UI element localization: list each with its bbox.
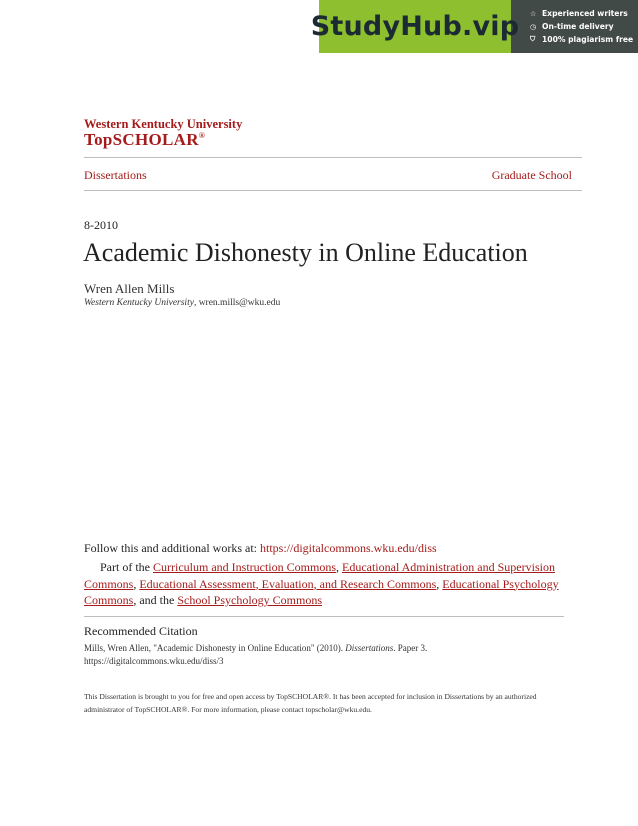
banner-feature [530,7,638,20]
notice-line: administrator of TopSCHOLAR®. For more information, please contact topscholar@wku.edu. [84,705,372,714]
studyhub-banner[interactable] [310,0,638,53]
university-name: Western Kentucky University [84,117,243,131]
commons-list [84,559,564,609]
citation-part: Mills, Wren Allen, "Academic Dishonesty in Online Education" (2010). [84,643,346,653]
clock-icon: ◷ [530,22,537,31]
citation-part: . Paper 3. [393,643,428,653]
citation-heading: Recommended Citation [84,624,198,638]
commons-link-edassessment[interactable]: Educational Assessment, Evaluation, and Research Commons [139,576,437,591]
follow-prefix: Follow this and additional works at: [84,541,260,555]
commons-link-curriculum[interactable]: Curriculum and Instruction Commons [153,560,336,574]
studyhub-logo[interactable] [310,0,520,53]
repository-title: TopSCHOLAR [84,130,199,149]
author-email: , wren.mills@wku.edu [193,298,281,308]
commons-line [84,559,564,576]
follow-url-link[interactable]: https://digitalcommons.wku.edu/diss [260,541,437,555]
banner-feature-label: 100% plagiarism free [542,35,634,44]
commons-and: , and the [133,593,178,607]
banner-feature [530,33,638,46]
banner-feature-label: Experienced writers [542,9,628,18]
nav-graduate-school-link[interactable]: Graduate School [491,168,572,182]
repository-name [84,130,205,150]
commons-link-schoolpsych[interactable]: School Psychology Commons [177,593,323,607]
commons-link-edadmin[interactable]: Educational Administration and Supervision [341,560,555,574]
publication-date: 8-2010 [84,218,118,232]
registered-mark: ® [198,131,206,140]
follow-line [84,541,437,556]
page-title: Academic Dishonesty in Online Education [83,238,528,267]
commons-line [84,592,564,609]
citation-line [84,642,554,655]
banner-features [530,7,638,46]
author-name: Wren Allen Mills [84,281,175,296]
commons-separator: , [133,576,140,591]
citation-series: Dissertations [345,643,394,653]
commons-prefix: Part of the [100,560,153,574]
citation-url: https://digitalcommons.wku.edu/diss/3 [84,655,224,666]
commons-separator: , [335,560,342,574]
banner-feature [530,20,638,33]
author-affiliation [84,298,280,308]
divider-top [84,157,582,158]
commons-link-edpsych-cont[interactable]: Commons [84,593,134,607]
divider-citation [84,616,564,617]
star-outline-icon: ☆ [530,9,537,18]
commons-separator: , [436,576,443,591]
access-notice [84,690,564,716]
banner-feature-label: On-time delivery [542,22,614,31]
notice-line: This Dissertation is brought to you for free and open access by TopSCHOLAR®. It has been accepted for inclusion in Dissertations by an authorized [84,692,537,701]
commons-line [84,576,564,593]
commons-link-edadmin-cont[interactable]: Commons [84,576,134,591]
nav-dissertations-link[interactable]: Dissertations [84,168,147,182]
author-institution: Western Kentucky University [84,298,194,308]
divider-nav [84,190,582,191]
citation-text [84,642,554,667]
commons-link-edpsych[interactable]: Educational Psychology [442,576,559,591]
shield-check-icon: ⛉ [530,35,536,43]
studyhub-logo-text: StudyHub.vip [310,11,520,42]
